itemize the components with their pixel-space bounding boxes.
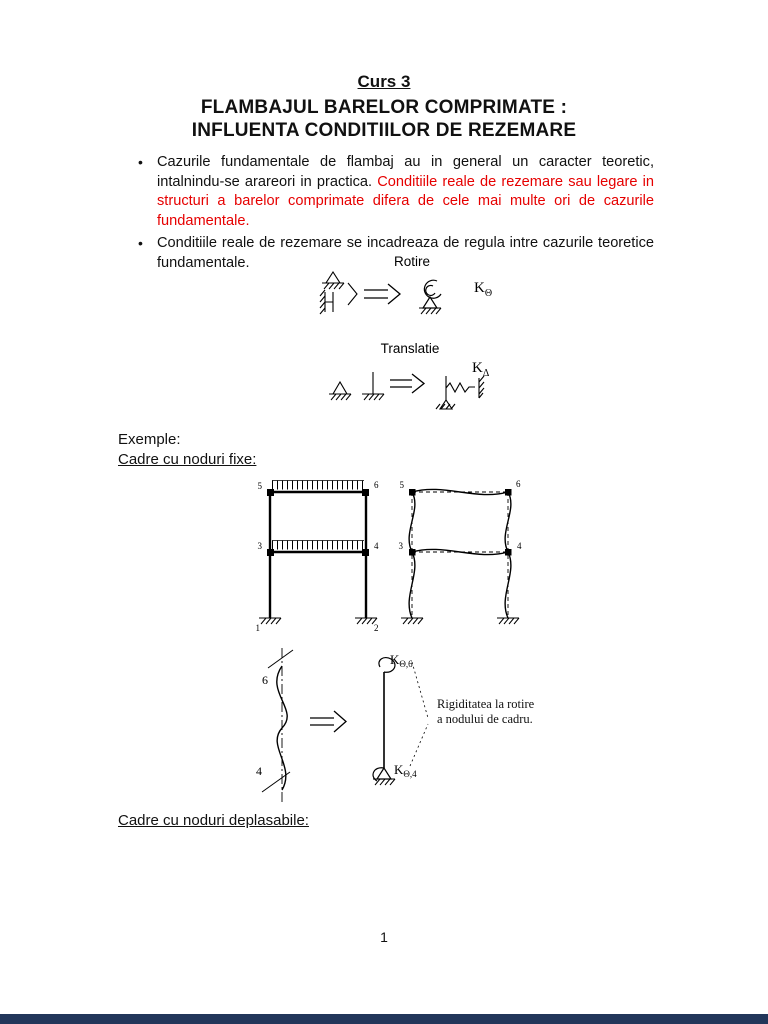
translational-spring-symbol [436, 376, 484, 409]
node-label: 2 [374, 623, 379, 633]
extracted-column [262, 648, 293, 804]
node-label: 4 [517, 541, 522, 551]
node-label: 4 [256, 764, 262, 778]
course-number-title: Curs 3 [357, 72, 411, 91]
rigidity-note-line1: Rigiditatea la rotire [437, 697, 535, 711]
theta4-subscript: Θ,4 [403, 769, 417, 779]
k-theta-4-label [394, 762, 417, 779]
k-symbol: K [390, 652, 400, 667]
joint-marker [268, 550, 274, 556]
implies-arrow-rotire [364, 284, 400, 304]
joint-marker [268, 490, 274, 496]
joint-marker [506, 490, 512, 496]
rotational-spring-symbol [419, 280, 441, 314]
doc-title-line1: FLAMBAJUL BARELOR COMPRIMATE : [200, 97, 568, 118]
rigidity-note [437, 697, 547, 727]
bullet-item-1 [138, 153, 654, 231]
node-label: 1 [255, 623, 260, 633]
node-label: 5 [399, 480, 404, 490]
theta6-subscript: Θ,6 [399, 659, 413, 669]
bullet-text-1 [157, 153, 654, 231]
k-symbol: K [394, 762, 404, 777]
rigidity-note-line2: a nodului de cadru. [437, 711, 533, 726]
k-symbol: K [474, 280, 485, 296]
translatie-label: Translatie [380, 341, 440, 356]
doc-title-line2: INFLUENTA CONDITIILOR DE REZEMARE [191, 120, 577, 141]
joint-marker [363, 490, 369, 496]
page-number: 1 [380, 929, 388, 945]
delta-subscript: Δ [482, 368, 490, 379]
theta-subscript: Θ [484, 288, 493, 299]
implies-arrow-detail [310, 711, 346, 732]
fixed-frames-figure [248, 476, 540, 634]
node-label: 5 [257, 481, 262, 491]
frame-buckled [399, 479, 523, 624]
translatie-left-symbol [329, 372, 384, 400]
node-label: 6 [262, 673, 268, 687]
k-theta-6-label [390, 652, 413, 669]
exemple-label: Exemple: [118, 431, 181, 448]
bullet1-red-text: Conditiile reale de rezemare sau legare in structuri a barelor comprimate difera de cele mai multe ori de cazurile fundamentale. [157, 173, 654, 229]
frame-columns [270, 492, 366, 618]
implies-arrow-translatie [390, 374, 424, 393]
node-label: 3 [398, 541, 403, 551]
frame-loaded [256, 480, 380, 633]
bullet-marker: • [138, 235, 143, 251]
bullet-marker: • [138, 154, 143, 170]
cut-mark-top [268, 650, 293, 668]
title-block [0, 72, 768, 142]
k-theta-label [474, 280, 492, 299]
joint-marker [410, 550, 416, 556]
column-detail-figure [232, 644, 544, 812]
leader-dotted-lines [410, 662, 428, 766]
fixed-frames-label: Cadre cu noduri fixe: [118, 451, 257, 468]
rotire-label: Rotire [393, 254, 431, 269]
node-label: 6 [374, 480, 379, 490]
stiffness-figure [278, 250, 538, 418]
bullet1-black-text: Cazurile fundamentale de flambaj au in general un caracter teoretic, intalnindu-se arareori in practica. [157, 154, 654, 190]
movable-frames-label: Cadre cu noduri deplasabile: [118, 812, 309, 829]
node-label: 3 [257, 541, 262, 551]
joint-marker [410, 490, 416, 496]
rotire-left-symbol [320, 272, 357, 314]
node-label: 6 [516, 479, 521, 489]
footer-bar [0, 1014, 768, 1024]
k-symbol: K [472, 360, 483, 376]
joint-marker [506, 550, 512, 556]
bullet-text-2: Conditiile reale de rezemare se incadreaza de regula intre cazurile teoretice fundamentale. [157, 235, 654, 271]
k-delta-label [472, 360, 490, 379]
pin-support [377, 768, 391, 779]
joint-marker [363, 550, 369, 556]
node-label: 4 [374, 541, 379, 551]
